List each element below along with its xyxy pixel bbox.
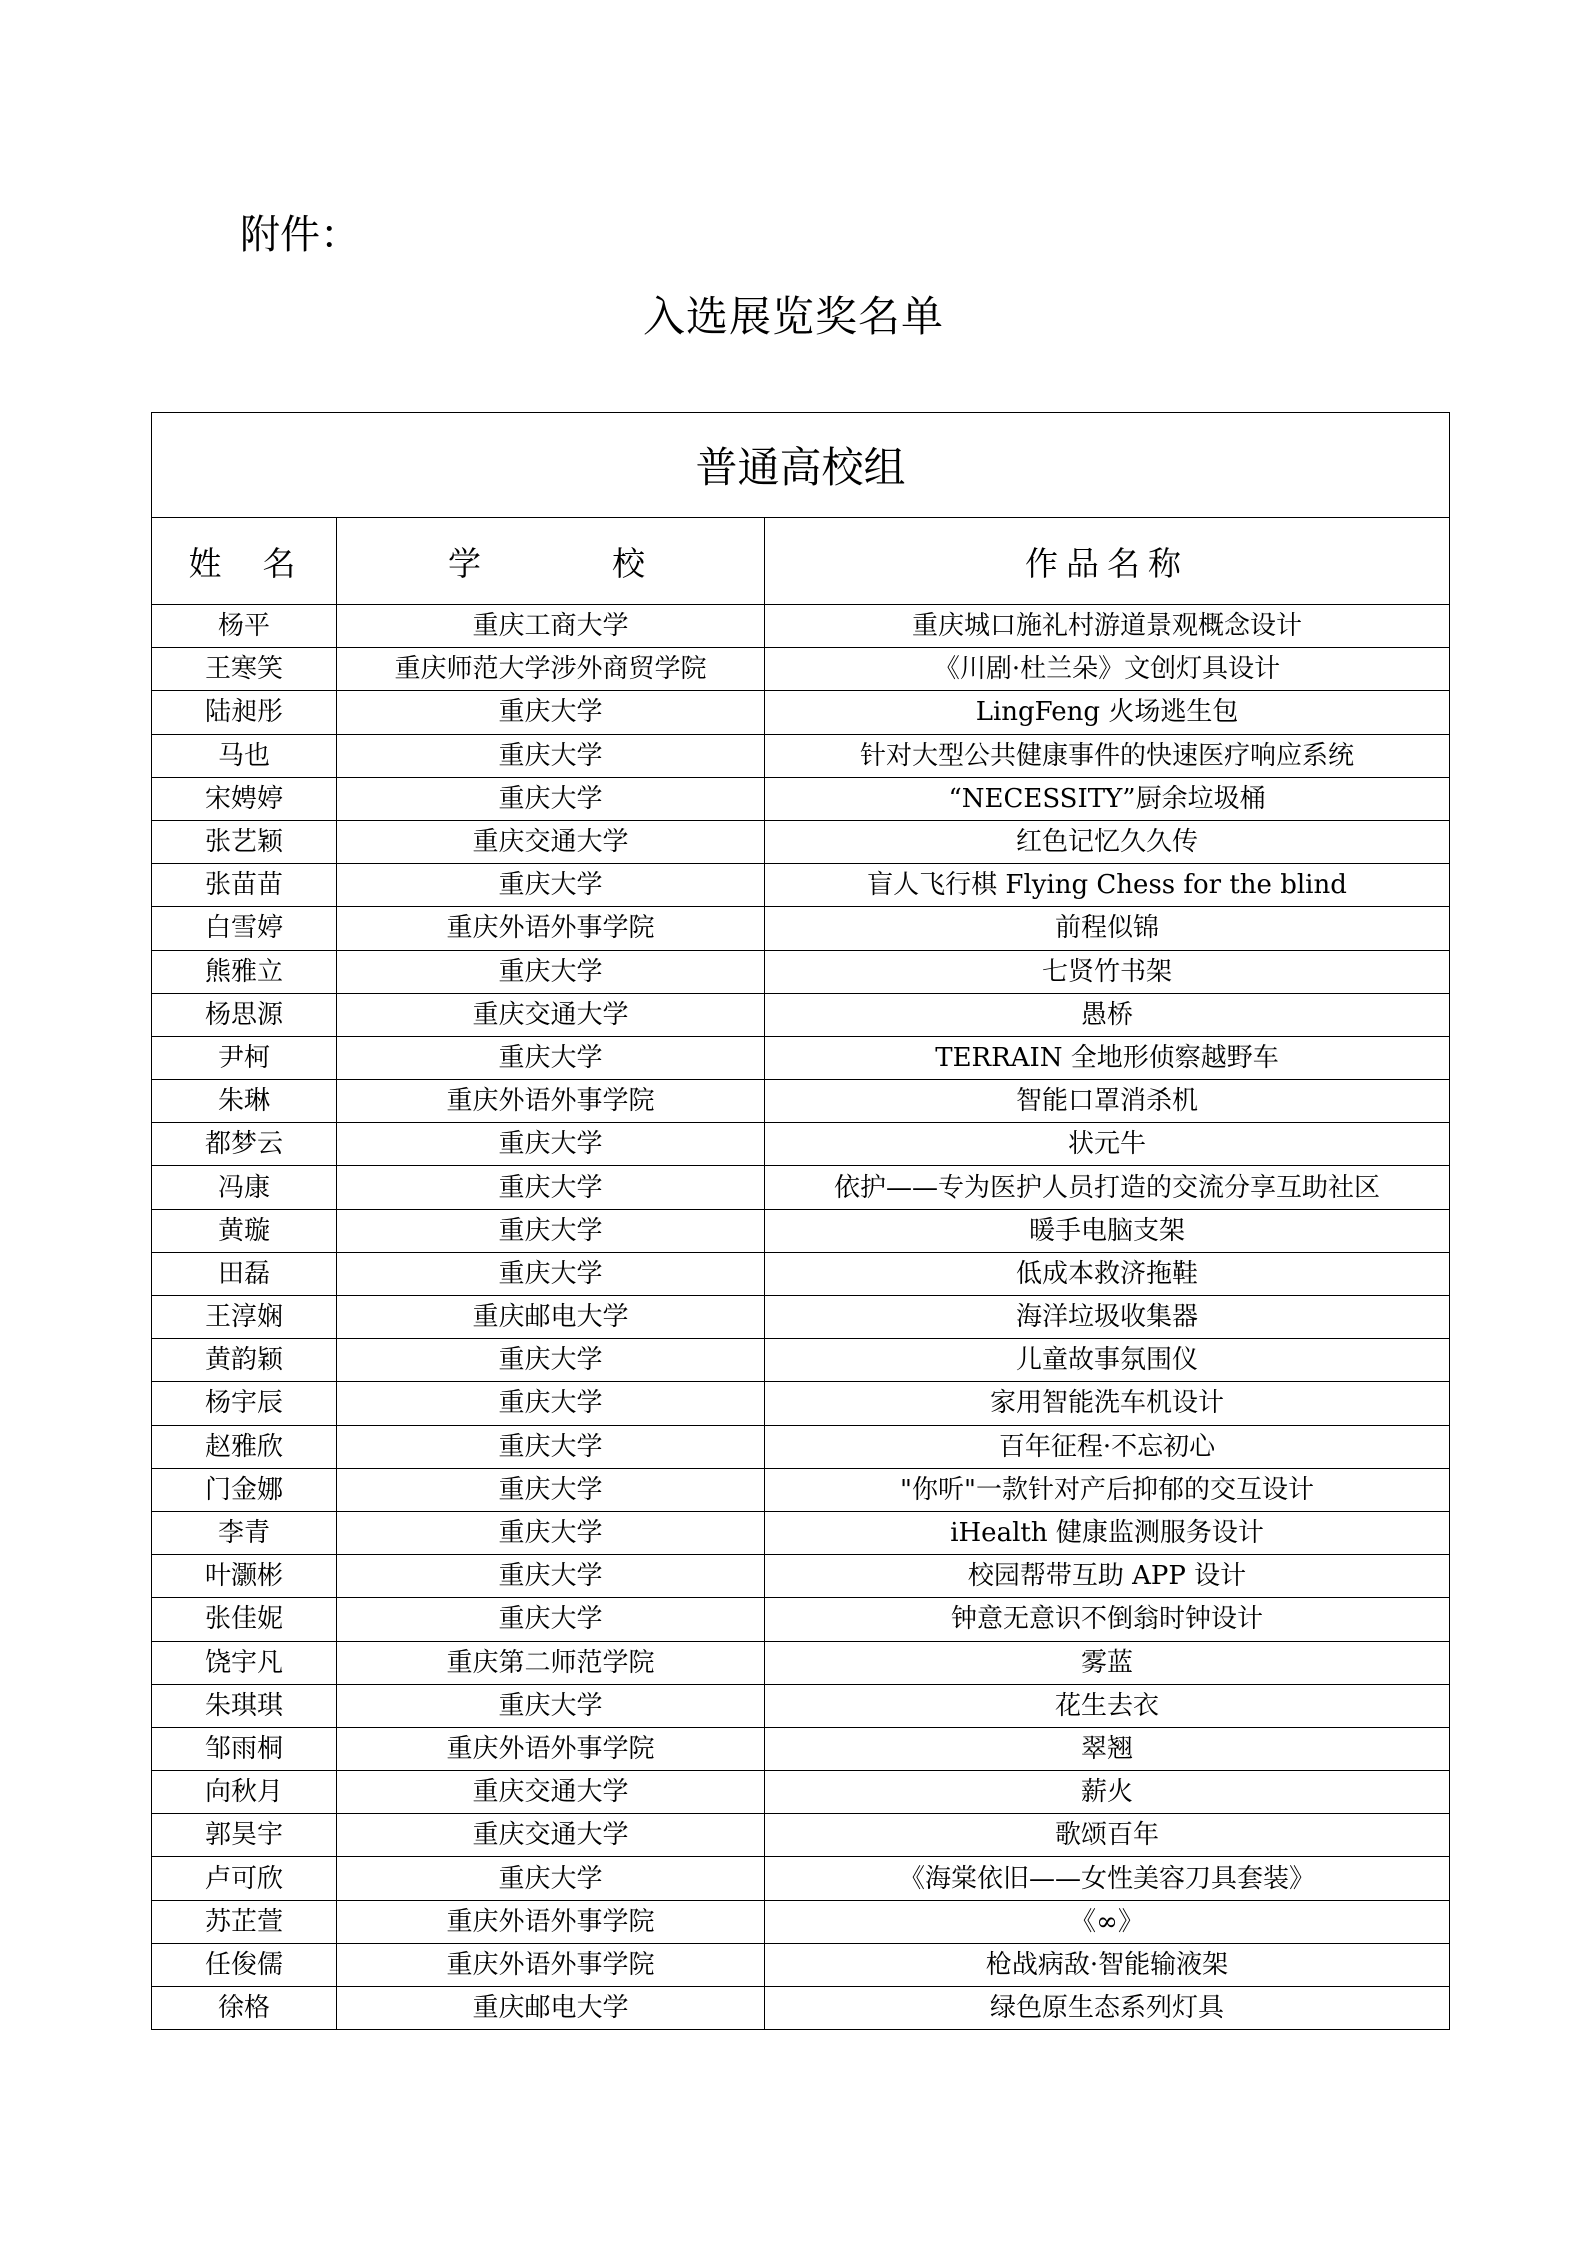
- table-row: [152, 1814, 1450, 1857]
- table-row: [152, 1641, 1450, 1684]
- cell-name: 邹雨桐: [152, 1727, 337, 1770]
- cell-name: 宋娉婷: [152, 777, 337, 820]
- cell-name: 郭昊宇: [152, 1814, 337, 1857]
- cell-school: 重庆外语外事学院: [337, 1080, 765, 1123]
- cell-school: 重庆大学: [337, 1598, 765, 1641]
- table-row: [152, 1296, 1450, 1339]
- cell-school: 重庆大学: [337, 1166, 765, 1209]
- cell-school: 重庆大学: [337, 1684, 765, 1727]
- cell-school: 重庆邮电大学: [337, 1987, 765, 2030]
- table-row: [152, 1727, 1450, 1770]
- cell-name: 陆昶彤: [152, 691, 337, 734]
- table-row: [152, 1598, 1450, 1641]
- cell-name: 朱琳: [152, 1080, 337, 1123]
- cell-school: 重庆大学: [337, 950, 765, 993]
- cell-school: 重庆大学: [337, 1252, 765, 1295]
- cell-work: 《海棠依旧——女性美容刀具套装》: [765, 1857, 1450, 1900]
- table-row: [152, 1080, 1450, 1123]
- cell-name: 王淳娴: [152, 1296, 337, 1339]
- cell-name: 赵雅欣: [152, 1425, 337, 1468]
- cell-school: 重庆第二师范学院: [337, 1641, 765, 1684]
- cell-work: 《∞》: [765, 1900, 1450, 1943]
- cell-name: 李青: [152, 1511, 337, 1554]
- table-row: [152, 1166, 1450, 1209]
- table-row: [152, 1252, 1450, 1295]
- cell-work: 《川剧·杜兰朵》文创灯具设计: [765, 648, 1450, 691]
- table-row: [152, 691, 1450, 734]
- cell-name: 卢可欣: [152, 1857, 337, 1900]
- cell-name: 朱琪琪: [152, 1684, 337, 1727]
- cell-name: 王寒笑: [152, 648, 337, 691]
- document-title: 入选展览奖名单: [642, 292, 944, 341]
- cell-name: 苏芷萱: [152, 1900, 337, 1943]
- table-row: [152, 1382, 1450, 1425]
- cell-name: 张艺颖: [152, 820, 337, 863]
- awards-table: [151, 412, 1450, 2030]
- column-header-row: [152, 518, 1450, 605]
- column-header-name: 姓 名: [152, 518, 337, 605]
- cell-work: iHealth 健康监测服务设计: [765, 1511, 1450, 1554]
- cell-school: 重庆大学: [337, 777, 765, 820]
- cell-work: 枪战病敌·智能输液架: [765, 1943, 1450, 1986]
- table-row: [152, 907, 1450, 950]
- table-row: [152, 1511, 1450, 1554]
- cell-work: 重庆城口施礼村游道景观概念设计: [765, 605, 1450, 648]
- cell-school: 重庆大学: [337, 1555, 765, 1598]
- cell-name: 张苗苗: [152, 864, 337, 907]
- column-header-work: 作品名称: [765, 518, 1450, 605]
- cell-work: 海洋垃圾收集器: [765, 1296, 1450, 1339]
- cell-work: 针对大型公共健康事件的快速医疗响应系统: [765, 734, 1450, 777]
- cell-work: 七贤竹书架: [765, 950, 1450, 993]
- cell-name: 任俊儒: [152, 1943, 337, 1986]
- table-row: [152, 1771, 1450, 1814]
- table-row: [152, 605, 1450, 648]
- cell-work: 家用智能洗车机设计: [765, 1382, 1450, 1425]
- cell-school: 重庆邮电大学: [337, 1296, 765, 1339]
- table-row: [152, 777, 1450, 820]
- cell-work: 歌颂百年: [765, 1814, 1450, 1857]
- cell-work: 愚桥: [765, 993, 1450, 1036]
- cell-school: 重庆大学: [337, 1511, 765, 1554]
- cell-school: 重庆大学: [337, 1339, 765, 1382]
- table-row: [152, 950, 1450, 993]
- cell-work: 暖手电脑支架: [765, 1209, 1450, 1252]
- cell-school: 重庆交通大学: [337, 1771, 765, 1814]
- table-row: [152, 1987, 1450, 2030]
- table-row: [152, 1555, 1450, 1598]
- cell-name: 徐格: [152, 1987, 337, 2030]
- group-header-row: [152, 413, 1450, 518]
- table-body: [152, 605, 1450, 2030]
- cell-name: 门金娜: [152, 1468, 337, 1511]
- cell-school: 重庆大学: [337, 1123, 765, 1166]
- table-row: [152, 1123, 1450, 1166]
- cell-school: 重庆外语外事学院: [337, 907, 765, 950]
- cell-name: 叶灏彬: [152, 1555, 337, 1598]
- cell-work: 花生去衣: [765, 1684, 1450, 1727]
- cell-name: 杨思源: [152, 993, 337, 1036]
- table-row: [152, 820, 1450, 863]
- cell-name: 张佳妮: [152, 1598, 337, 1641]
- table-row: [152, 1425, 1450, 1468]
- cell-work: “NECESSITY”厨余垃圾桶: [765, 777, 1450, 820]
- cell-school: 重庆交通大学: [337, 820, 765, 863]
- cell-school: 重庆大学: [337, 1425, 765, 1468]
- table-row: [152, 1943, 1450, 1986]
- cell-name: 黄璇: [152, 1209, 337, 1252]
- group-title: 普通高校组: [152, 413, 1450, 518]
- cell-name: 黄韵颖: [152, 1339, 337, 1382]
- table-row: [152, 1339, 1450, 1382]
- table-row: [152, 864, 1450, 907]
- cell-work: LingFeng 火场逃生包: [765, 691, 1450, 734]
- cell-name: 杨宇辰: [152, 1382, 337, 1425]
- cell-work: 状元牛: [765, 1123, 1450, 1166]
- cell-work: 雾蓝: [765, 1641, 1450, 1684]
- cell-name: 田磊: [152, 1252, 337, 1295]
- cell-work: 低成本救济拖鞋: [765, 1252, 1450, 1295]
- attachment-label: 附件：: [240, 212, 360, 258]
- cell-work: "你听"一款针对产后抑郁的交互设计: [765, 1468, 1450, 1511]
- cell-school: 重庆外语外事学院: [337, 1943, 765, 1986]
- cell-work: 儿童故事氛围仪: [765, 1339, 1450, 1382]
- cell-name: 都梦云: [152, 1123, 337, 1166]
- cell-school: 重庆大学: [337, 1209, 765, 1252]
- cell-school: 重庆大学: [337, 1857, 765, 1900]
- cell-work: 百年征程·不忘初心: [765, 1425, 1450, 1468]
- cell-school: 重庆外语外事学院: [337, 1727, 765, 1770]
- cell-work: 智能口罩消杀机: [765, 1080, 1450, 1123]
- table-row: [152, 1900, 1450, 1943]
- cell-work: TERRAIN 全地形侦察越野车: [765, 1036, 1450, 1079]
- cell-work: 盲人飞行棋 Flying Chess for the blind: [765, 864, 1450, 907]
- cell-school: 重庆工商大学: [337, 605, 765, 648]
- cell-work: 钟意无意识不倒翁时钟设计: [765, 1598, 1450, 1641]
- table-row: [152, 1684, 1450, 1727]
- cell-work: 翠翘: [765, 1727, 1450, 1770]
- cell-work: 绿色原生态系列灯具: [765, 1987, 1450, 2030]
- column-header-school: 学 校: [337, 518, 765, 605]
- table-row: [152, 1209, 1450, 1252]
- cell-name: 马也: [152, 734, 337, 777]
- cell-name: 杨平: [152, 605, 337, 648]
- table-row: [152, 648, 1450, 691]
- cell-name: 饶宇凡: [152, 1641, 337, 1684]
- table-row: [152, 1857, 1450, 1900]
- cell-work: 薪火: [765, 1771, 1450, 1814]
- cell-name: 尹柯: [152, 1036, 337, 1079]
- cell-name: 冯康: [152, 1166, 337, 1209]
- cell-work: 依护——专为医护人员打造的交流分享互助社区: [765, 1166, 1450, 1209]
- cell-name: 熊雅立: [152, 950, 337, 993]
- table-row: [152, 734, 1450, 777]
- cell-school: 重庆外语外事学院: [337, 1900, 765, 1943]
- cell-work: 校园帮带互助 APP 设计: [765, 1555, 1450, 1598]
- cell-work: 红色记忆久久传: [765, 820, 1450, 863]
- cell-name: 白雪婷: [152, 907, 337, 950]
- cell-school: 重庆大学: [337, 1036, 765, 1079]
- table-row: [152, 993, 1450, 1036]
- cell-work: 前程似锦: [765, 907, 1450, 950]
- cell-school: 重庆大学: [337, 1468, 765, 1511]
- cell-school: 重庆交通大学: [337, 993, 765, 1036]
- cell-name: 向秋月: [152, 1771, 337, 1814]
- cell-school: 重庆大学: [337, 1382, 765, 1425]
- cell-school: 重庆大学: [337, 691, 765, 734]
- cell-school: 重庆大学: [337, 864, 765, 907]
- cell-school: 重庆交通大学: [337, 1814, 765, 1857]
- cell-school: 重庆大学: [337, 734, 765, 777]
- cell-school: 重庆师范大学涉外商贸学院: [337, 648, 765, 691]
- table-row: [152, 1468, 1450, 1511]
- table-row: [152, 1036, 1450, 1079]
